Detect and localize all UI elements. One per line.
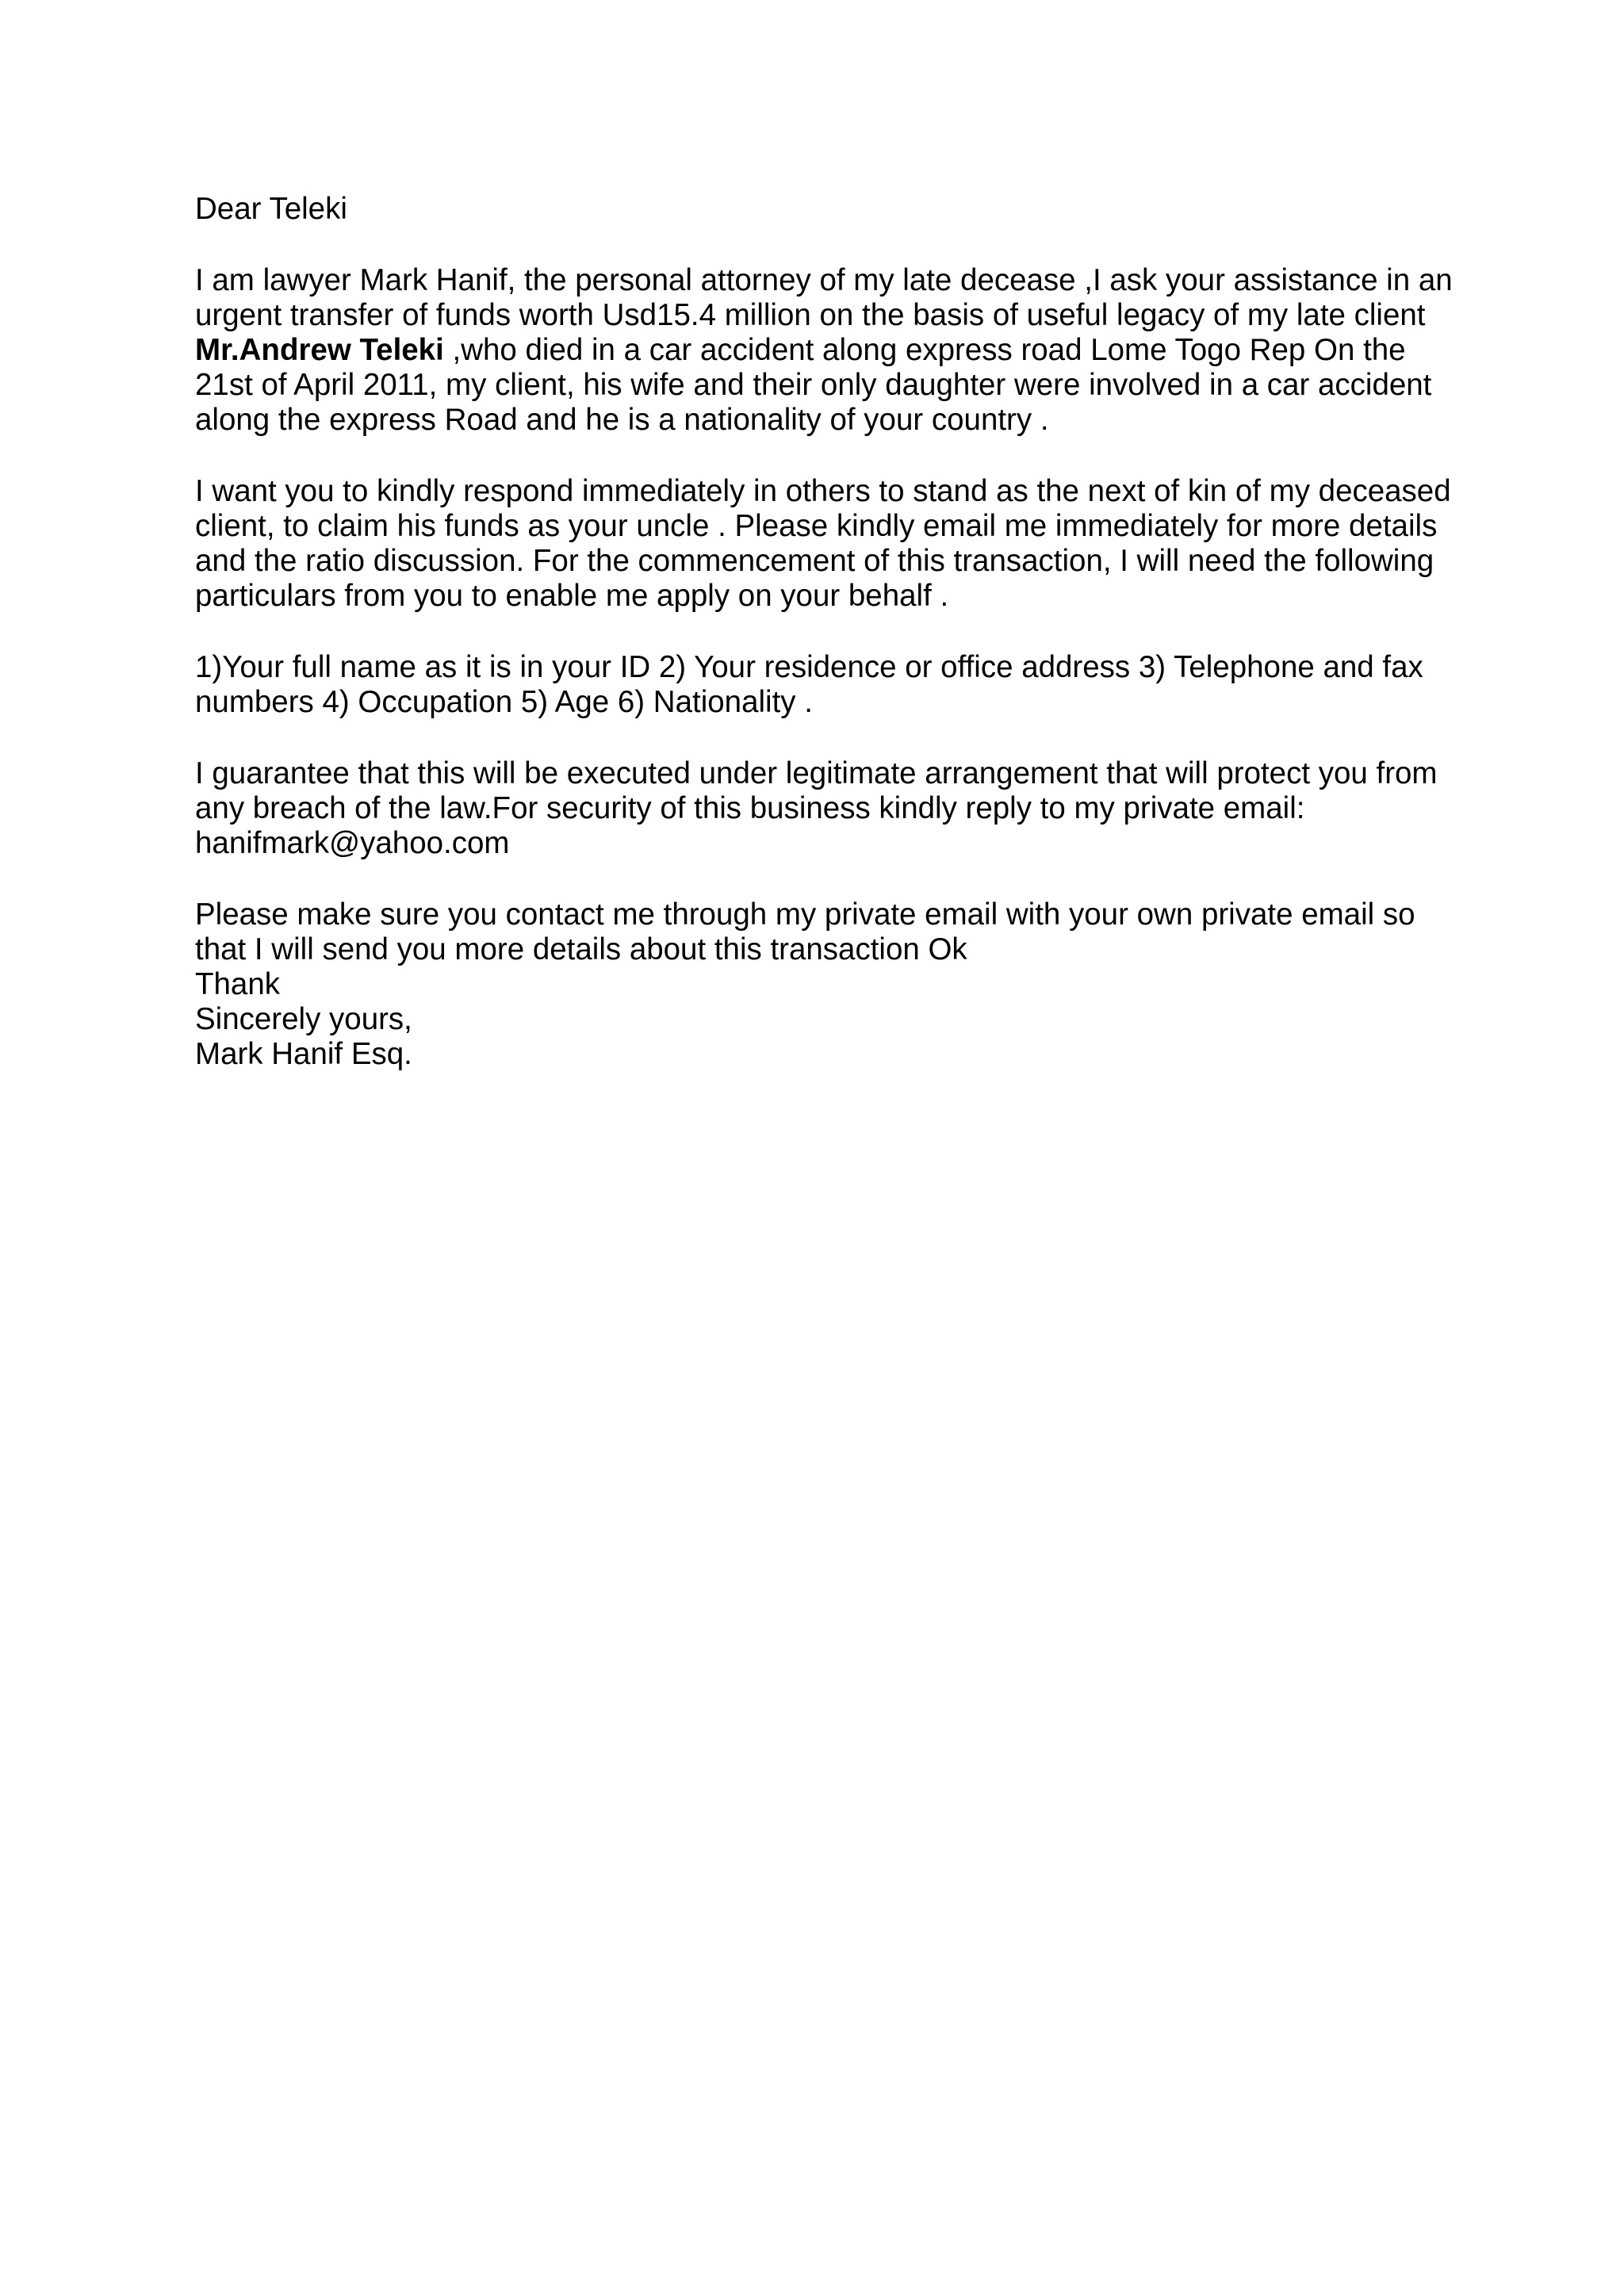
closing-signoff: Sincerely yours, bbox=[195, 1002, 412, 1036]
text-line: 1)Your full name as it is in your ID 2) Your residence or office address 3) Telephone and fax bbox=[195, 650, 1423, 684]
paragraph-intro bbox=[195, 263, 1464, 438]
text-line: that I will send you more details about this transaction Ok bbox=[195, 932, 967, 966]
text-line: I am lawyer Mark Hanif, the personal attorney of my late decease ,I ask your assistance in an bbox=[195, 263, 1453, 297]
signature-name: Mark Hanif Esq. bbox=[195, 1037, 412, 1071]
text-line: urgent transfer of funds worth Usd15.4 million on the basis of useful legacy of my late client bbox=[195, 298, 1426, 332]
paragraph-particulars bbox=[195, 650, 1464, 720]
paragraph-guarantee bbox=[195, 756, 1464, 861]
text-line: I want you to kindly respond immediately in others to stand as the next of kin of my deceased bbox=[195, 474, 1451, 508]
text-line: Please make sure you contact me through my private email with your own private email so bbox=[195, 897, 1415, 932]
salutation bbox=[195, 192, 1464, 227]
salutation-text: Dear Teleki bbox=[195, 192, 347, 226]
text-line: numbers 4) Occupation 5) Age 6) Nationality . bbox=[195, 685, 813, 719]
client-name: Mr.Andrew Teleki bbox=[195, 333, 444, 367]
paragraph-closing bbox=[195, 897, 1464, 1072]
text-line bbox=[195, 333, 1464, 368]
text-line: 21st of April 2011, my client, his wife and their only daughter were involved in a car accident bbox=[195, 368, 1432, 402]
text-fragment: ,who died in a car accident along express road Lome Togo Rep On the bbox=[443, 333, 1406, 367]
text-line: client, to claim his funds as your uncle . Please kindly email me immediately for more details bbox=[195, 509, 1438, 543]
letter-body bbox=[195, 192, 1464, 1072]
email-address: hanifmark@yahoo.com bbox=[195, 826, 510, 860]
text-line: I guarantee that this will be executed under legitimate arrangement that will protect you from bbox=[195, 756, 1438, 790]
text-line: and the ratio discussion. For the commencement of this transaction, I will need the following bbox=[195, 544, 1434, 578]
text-line: along the express Road and he is a nationality of your country . bbox=[195, 403, 1049, 437]
paragraph-request bbox=[195, 474, 1464, 614]
closing-thanks: Thank bbox=[195, 967, 281, 1001]
text-line: any breach of the law.For security of this business kindly reply to my private email: bbox=[195, 791, 1305, 825]
text-line: particulars from you to enable me apply on your behalf . bbox=[195, 579, 949, 613]
